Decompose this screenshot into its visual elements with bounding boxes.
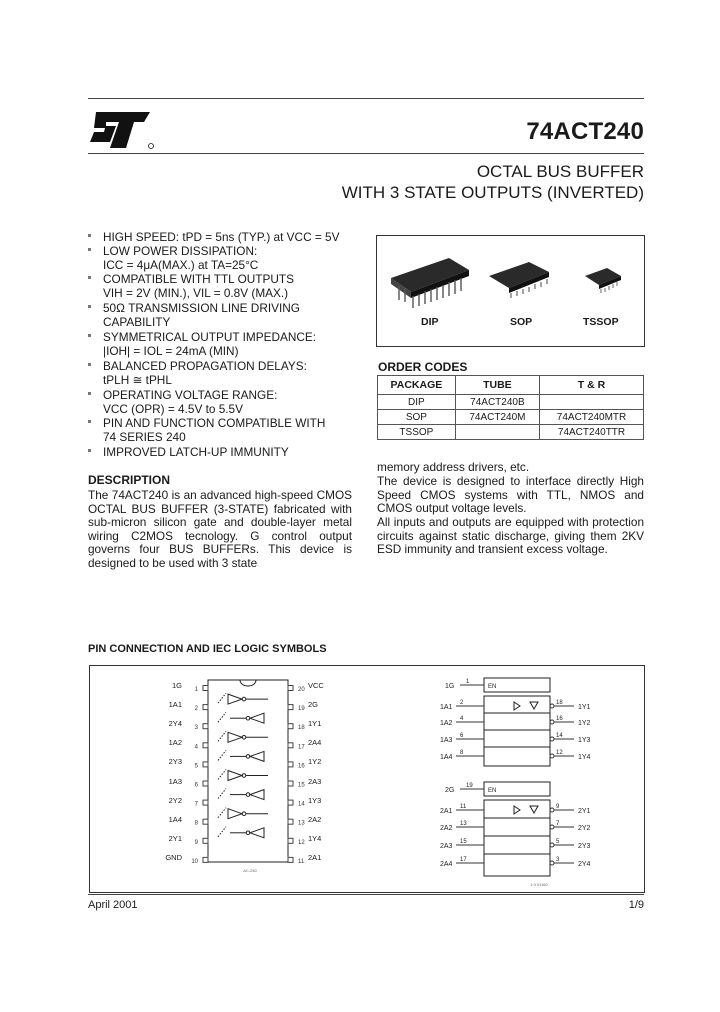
dip-pin-right — [288, 705, 293, 710]
svg-text:AC-240: AC-240 — [243, 868, 257, 873]
dip-pin-number: 8 — [194, 820, 198, 827]
pin-section-title: PIN CONNECTION AND IEC LOGIC SYMBOLS — [88, 643, 327, 655]
iec-output-label: 2Y2 — [578, 825, 591, 832]
pin-label-right: 2A3 — [308, 776, 322, 786]
dip-pin-right — [288, 800, 293, 805]
iec-input-label: 2A4 — [440, 861, 453, 868]
pin-label-right: VCC — [308, 681, 324, 690]
dip-pin-number: 16 — [298, 763, 305, 770]
dip-pin-left — [203, 781, 208, 786]
dip-pin-left — [203, 857, 208, 862]
dip-pin-right — [288, 724, 293, 729]
pin-label-left: 2Y4 — [168, 719, 182, 729]
title-rule — [88, 153, 644, 154]
dip-pin-number: 12 — [298, 839, 305, 846]
iec-en-label: EN — [488, 788, 497, 794]
iec-block-1 — [484, 678, 550, 766]
description-title: DESCRIPTION — [88, 473, 171, 487]
dip-pin-number: 6 — [194, 782, 198, 789]
dip-pin-right — [288, 857, 293, 862]
pin-diagram-box — [89, 665, 645, 893]
pin-label-right: 2A1 — [308, 852, 322, 862]
pin-label-left: 2Y2 — [168, 795, 182, 805]
dip-pin-number: 4 — [194, 744, 198, 751]
buffer-gate-icon — [218, 731, 268, 742]
pin-label-right: 2A2 — [308, 814, 322, 824]
iec-input-label: 2A2 — [440, 825, 453, 832]
iec-input-label: 2A3 — [440, 843, 453, 850]
dip-pin-number: 3 — [194, 725, 198, 732]
pin-label-right: 1Y2 — [308, 757, 322, 767]
dip-pin-number: 9 — [194, 839, 198, 846]
st-logo — [88, 108, 158, 152]
header-rule — [88, 98, 644, 99]
buffer-gate-icon — [218, 789, 264, 800]
dip-pin-number: 17 — [298, 744, 305, 751]
dip-pin-left — [203, 724, 208, 729]
iec-pin-number: 6 — [460, 733, 464, 739]
iec-output-label: 1Y1 — [578, 704, 591, 711]
pin-label-left: 1A4 — [168, 814, 182, 824]
iec-pin-number: 16 — [556, 716, 563, 722]
tssop-package-image — [585, 268, 621, 293]
iec-input-label: 1A2 — [440, 720, 453, 727]
dip-pin-number: 15 — [298, 782, 305, 789]
tssop-label: TSSOP — [583, 316, 619, 328]
svg-text:1:3 01160: 1:3 01160 — [530, 882, 548, 887]
dip-pin-number: 14 — [298, 801, 305, 808]
header-cell: PACKAGE — [378, 376, 456, 395]
pin-label-left: 2Y3 — [168, 757, 182, 767]
pin-label-left: 1G — [171, 681, 182, 690]
dip-pin-right — [288, 743, 293, 748]
dip-pin-left — [203, 819, 208, 824]
table-row — [378, 395, 644, 410]
package-box — [376, 235, 645, 347]
iec-pin-number: 3 — [556, 857, 560, 863]
pin-label-left: 1A3 — [168, 776, 182, 786]
iec-pin-number: 9 — [556, 804, 560, 810]
iec-pin-number: 7 — [556, 821, 560, 827]
dip-pin-right — [288, 819, 293, 824]
iec-pin-number: 4 — [460, 716, 464, 722]
dip-label: DIP — [421, 316, 439, 328]
pin-label-left: GND — [165, 852, 182, 862]
pin-label-left: 2Y1 — [168, 833, 182, 843]
iec-output-label: 1Y3 — [578, 737, 591, 744]
part-number: 74ACT240 — [526, 118, 644, 145]
pin-label-right: 1Y3 — [308, 795, 322, 805]
iec-en-label: EN — [488, 684, 497, 690]
iec-pin-number: 1 — [466, 679, 470, 685]
package-images — [377, 236, 644, 346]
order-codes-title: ORDER CODES — [378, 360, 468, 374]
header-cell: TUBE — [455, 376, 539, 395]
buffer-gate-icon — [218, 693, 268, 704]
iec-pin-number: 14 — [556, 733, 563, 739]
pin-label-left: 1A1 — [168, 700, 182, 710]
pin-label-right: 2A4 — [308, 738, 322, 748]
iec-input-label: 1A1 — [440, 704, 453, 711]
iec-input-label: 1A3 — [440, 737, 453, 744]
iec-pin-number: 17 — [460, 857, 467, 863]
iec-pin-number: 2 — [460, 700, 464, 706]
order-codes-table — [377, 375, 644, 440]
description-left: The 74ACT240 is an advanced high-speed CMOS OCTAL BUS BUFFER (3-STATE) fabricated with sub-micron silicon gate and double-layer metal wiring C2MOS tecnology. G control output governs four BUS BUFFERs. This device is designed to be used with 3 state — [88, 488, 352, 570]
pin-label-left: 1A2 — [168, 738, 182, 748]
iec-output-label: 1Y4 — [578, 754, 591, 761]
description-right-p2: The device is designed to interface directly High Speed CMOS systems with TTL, NMOS and CMOS output voltage levels. — [377, 474, 644, 516]
iec-pin-number: 12 — [556, 750, 563, 756]
iec-enable-label: 2G — [445, 787, 455, 794]
dip-pin-number: 20 — [298, 687, 305, 693]
dip-pin-right — [288, 838, 293, 843]
iec-output-label: 1Y2 — [578, 720, 591, 727]
dip-pin-right — [288, 762, 293, 767]
dip-pin-left — [203, 838, 208, 843]
iec-input-label: 2A1 — [440, 808, 453, 815]
dip-pin-number: 13 — [298, 820, 305, 827]
buffer-gate-icon — [218, 808, 268, 819]
description-right-p1: memory address drivers, etc. — [377, 460, 530, 474]
dip-pin-left — [203, 800, 208, 805]
dip-pin-number: 2 — [194, 706, 198, 713]
table-cell: 74ACT240MTR — [540, 410, 644, 425]
buffer-gate-icon — [218, 750, 264, 761]
dip-pin-number: 10 — [191, 858, 198, 865]
iec-pin-number: 15 — [460, 839, 467, 845]
table-cell: 74ACT240B — [455, 395, 539, 410]
dip-pin-number: 1 — [194, 687, 198, 693]
footer-date: April 2001 — [88, 899, 138, 911]
dip-gates — [218, 693, 268, 838]
table-cell: 74ACT240TTR — [540, 425, 644, 440]
buffer-gate-icon — [218, 712, 264, 723]
footer-page: 1/9 — [628, 899, 644, 911]
header-cell: T & R — [540, 376, 644, 395]
buffer-gate-icon — [218, 827, 264, 838]
sop-package-image — [489, 262, 549, 298]
iec-block-2 — [484, 782, 550, 876]
dip-pin-right — [288, 686, 293, 691]
dip-pin-number: 5 — [194, 763, 198, 770]
subtitle-line1: OCTAL BUS BUFFER — [476, 162, 644, 181]
iec-output-label: 2Y4 — [578, 861, 591, 868]
dip-pin-left — [203, 686, 208, 691]
table-row — [378, 425, 644, 440]
table-cell — [455, 425, 539, 440]
iec-pin-number: 5 — [556, 839, 560, 845]
iec-pin-number: 18 — [556, 700, 563, 706]
table-cell: 74ACT240M — [455, 410, 539, 425]
dip-pin-number: 19 — [298, 706, 305, 713]
table-header-row — [378, 376, 644, 395]
dip-pin-number: 7 — [194, 801, 198, 808]
iec-input-label: 1A4 — [440, 754, 453, 761]
footer-rule — [88, 894, 644, 895]
dip-pin-number: 11 — [298, 858, 305, 865]
dip-pin-right — [288, 781, 293, 786]
table-cell: TSSOP — [378, 425, 456, 440]
iec-pin-number: 13 — [460, 821, 467, 827]
pin-label-right: 1Y1 — [308, 719, 322, 729]
iec-output-label: 2Y1 — [578, 808, 591, 815]
iec-pin-number: 8 — [460, 750, 464, 756]
pin-label-right: 2G — [308, 700, 319, 710]
description-right-p3: All inputs and outputs are equipped with protection circuits against static discharge, giving them 2KV ESD immunity and transient excess voltage. — [377, 515, 644, 557]
dip-pin-left — [203, 743, 208, 748]
table-cell: DIP — [378, 395, 456, 410]
subtitle-line2: WITH 3 STATE OUTPUTS (INVERTED) — [341, 183, 644, 202]
dip-pin-left — [203, 705, 208, 710]
iec-enable-label: 1G — [445, 683, 455, 690]
dip-pin-number: 18 — [298, 725, 305, 732]
iec-output-label: 2Y3 — [578, 843, 591, 850]
iec-pin-number: 11 — [460, 804, 467, 810]
dip-package-image — [391, 258, 469, 308]
table-cell — [540, 395, 644, 410]
dip-pin-left — [203, 762, 208, 767]
sop-label: SOP — [510, 316, 533, 328]
iec-pin-number: 19 — [466, 783, 473, 789]
buffer-gate-icon — [218, 770, 268, 781]
table-row — [378, 410, 644, 425]
pin-label-right: 1Y4 — [308, 833, 322, 843]
table-cell: SOP — [378, 410, 456, 425]
